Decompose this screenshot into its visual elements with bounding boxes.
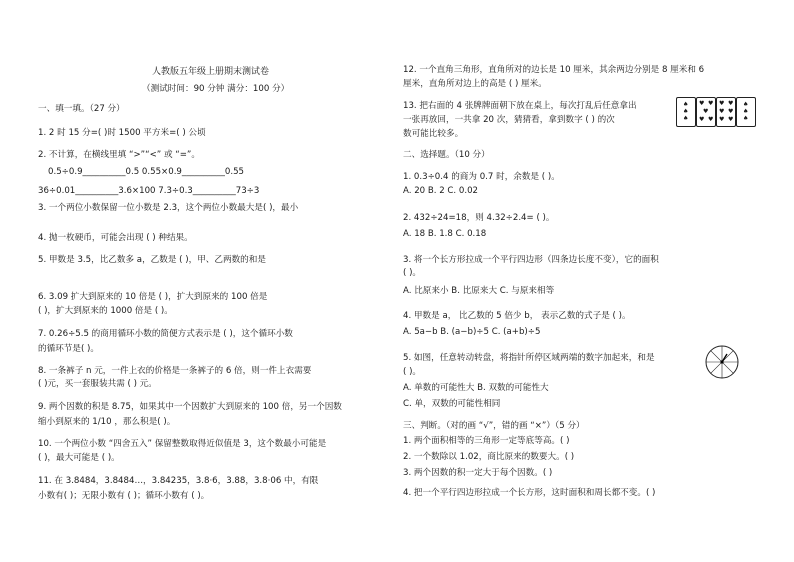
question-7-cont: 的循环节是( )。 bbox=[38, 344, 99, 354]
question-9-cont: 缩小到原来的 1/10 ，那么积是( )。 bbox=[38, 417, 176, 427]
spinner-wheel-image bbox=[705, 345, 739, 379]
question-7: 7. 0.26÷5.5 的商用循环小数的简便方式表示是 ( )，这个循环小数 bbox=[38, 329, 293, 339]
question-12: 12. 一个直角三角形，直角所对的边长是 10 厘米，其余两边分别是 8 厘米和 6 bbox=[403, 65, 705, 75]
choice-2-options: A. 18 B. 1.8 C. 0.18 bbox=[403, 229, 487, 239]
choice-1-options: A. 20 B. 2 C. 0.02 bbox=[403, 186, 479, 196]
question-6-cont: ( )，扩大到原来的 1000 倍是 ( )。 bbox=[38, 306, 173, 316]
choice-5: 5. 如图，任意转动转盘，将指针所停区域两端的数字加起来，和是 bbox=[403, 353, 655, 363]
judge-4: 4. 把一个平行四边形拉成一个长方形，这时面积和周长都不变。( ) bbox=[403, 488, 656, 498]
question-10-cont: ( )，最大可能是 ( )。 bbox=[38, 453, 120, 463]
choice-3-options: A. 比原来小 B. 比原来大 C. 与原来相等 bbox=[403, 286, 555, 296]
question-3: 3. 一个两位小数保留一位小数是 2.3，这个两位小数最大是( )，最小 bbox=[38, 203, 299, 213]
question-9: 9. 两个因数的积是 8.75，如果其中一个因数扩大到原来的 100 倍，另一个因数 bbox=[38, 402, 342, 412]
question-12-cont: 厘米，直角所对边上的高是 ( ) 厘米。 bbox=[403, 79, 547, 89]
question-6: 6. 3.09 扩大到原来的 10 倍是 ( )，扩大到原来的 100 倍是 bbox=[38, 292, 268, 302]
question-2-row-1: 0.5÷0.9__________0.5 0.55×0.9__________0.55 bbox=[48, 167, 245, 177]
judge-1: 1. 两个面积相等的三角形一定等底等高。( ) bbox=[403, 436, 570, 446]
playing-card-3: ♠ ♠ ♠ bbox=[676, 97, 696, 127]
judge-2: 2. 一个数除以 1.02，商比原来的数要大。( ) bbox=[403, 452, 575, 462]
section-fill-in-heading: 一、填一填。（27 分） bbox=[38, 104, 125, 114]
question-11: 11. 在 3.8484，3.8484…，3.84235，3.8·6，3.88，3.8·06 中，有限 bbox=[38, 476, 319, 486]
question-8-cont: ( )元，买一套服装共需 ( ) 元。 bbox=[38, 379, 157, 389]
question-13-cont-2: 数可能比较多。 bbox=[403, 129, 464, 139]
playing-cards-image bbox=[676, 97, 758, 127]
choice-4: 4. 甲数是 a， 比乙数的 5 倍少 b， 表示乙数的式子是 ( )。 bbox=[403, 311, 631, 321]
playing-card-3b: ♠ ♠ ♠ bbox=[736, 97, 756, 127]
question-11-cont: 小数有( )；无限小数有 ( )；循环小数有 ( )。 bbox=[38, 491, 210, 501]
question-13-cont: 一张再放回，一共拿 20 次，猜猜看，拿到数字 ( ) 的次 bbox=[403, 115, 615, 125]
playing-card-6: ♥ ♥ ♥ ♥ ♥ ♥ bbox=[716, 97, 736, 127]
question-10: 10. 一个两位小数 “四舍五入” 保留整数取得近似值是 3，这个数最小可能是 bbox=[38, 439, 327, 449]
choice-1: 1. 0.3÷0.4 的商为 0.7 时，余数是 ( )。 bbox=[403, 172, 560, 182]
choice-5-cont: ( )。 bbox=[403, 367, 422, 377]
question-2-row-2: 36÷0.01__________3.6×100 7.3÷0.3__________73÷3 bbox=[38, 186, 260, 196]
question-1: 1. 2 时 15 分=( )时 1500 平方米=( ) 公顷 bbox=[38, 128, 206, 138]
choice-4-options: A. 5a−b B. (a−b)÷5 C. (a+b)÷5 bbox=[403, 327, 541, 337]
choice-3-cont: ( )。 bbox=[403, 268, 422, 278]
section-choice-heading: 二、选择题。（10 分） bbox=[403, 150, 490, 160]
question-2: 2. 不计算，在横线里填 “>”“<” 或 “=”。 bbox=[38, 150, 200, 160]
section-judge-heading: 三、判断。（对的画 “√”，错的画 “×”）（5 分） bbox=[403, 421, 585, 431]
question-5: 5. 甲数是 3.5，比乙数多 a，乙数是 ( )，甲、乙两数的和是 bbox=[38, 255, 266, 265]
question-8: 8. 一条裤子 n 元，一件上衣的价格是一条裤子的 6 倍，则一件上衣需要 bbox=[38, 366, 312, 376]
choice-3: 3. 将一个长方形拉成一个平行四边形（四条边长度不变），它的面积 bbox=[403, 255, 659, 265]
playing-card-5: ♥ ♥ ♥ ♥ ♥ bbox=[696, 97, 716, 127]
question-13: 13. 把右面的 4 张牌牌面朝下放在桌上，每次打乱后任意拿出 bbox=[403, 101, 637, 111]
choice-5-option-ab: A. 单数的可能性大 B. 双数的可能性大 bbox=[403, 383, 549, 393]
choice-5-option-c: C. 单，双数的可能性相同 bbox=[403, 399, 501, 409]
judge-3: 3. 两个因数的积一定大于每个因数。( ) bbox=[403, 468, 553, 478]
exam-title: 人教版五年级上册期末测试卷 bbox=[152, 67, 270, 77]
choice-2: 2. 432÷24=18，则 4.32÷2.4= ( )。 bbox=[403, 213, 555, 223]
question-4: 4. 抛一枚硬币，可能会出现 ( ) 种结果。 bbox=[38, 233, 193, 243]
exam-subtitle: （测试时间：90 分钟 满分：100 分） bbox=[142, 84, 290, 94]
